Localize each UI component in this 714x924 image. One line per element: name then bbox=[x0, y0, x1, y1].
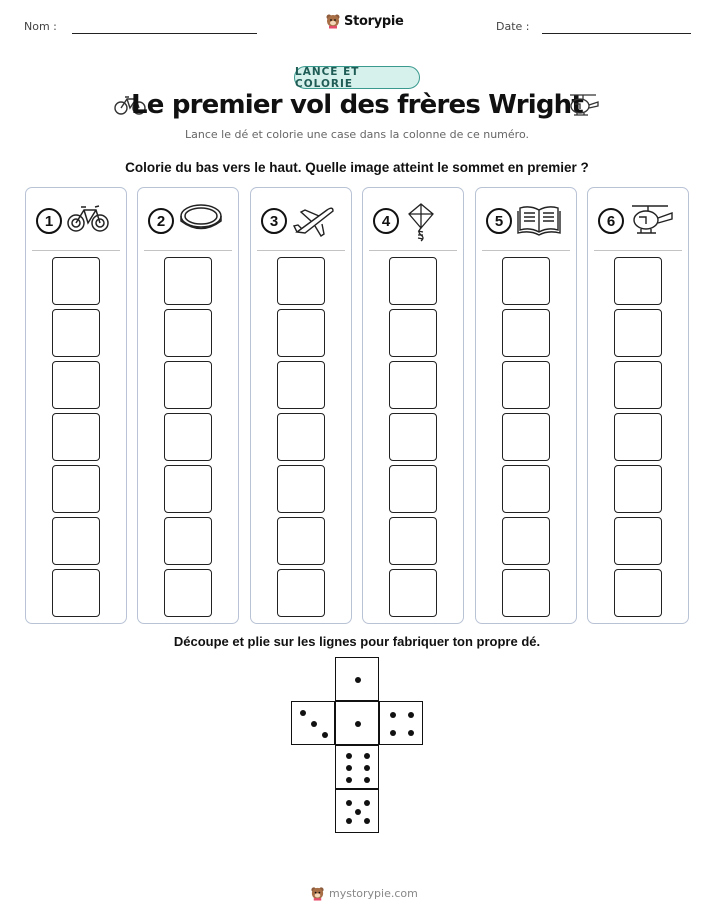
die-pip bbox=[311, 721, 317, 727]
brand-logo bbox=[325, 13, 404, 29]
color-cell[interactable] bbox=[164, 361, 212, 409]
color-cell[interactable] bbox=[614, 361, 662, 409]
column-divider bbox=[594, 250, 682, 251]
dice-column-6 bbox=[587, 187, 689, 624]
column-divider bbox=[257, 250, 345, 251]
die-pip bbox=[355, 809, 361, 815]
color-cell[interactable] bbox=[389, 361, 437, 409]
die-pip bbox=[408, 730, 414, 736]
kite-icon bbox=[403, 202, 439, 247]
bear-mascot-icon bbox=[310, 886, 325, 901]
footer-url[interactable]: mystorypie.com bbox=[329, 887, 418, 900]
color-cell[interactable] bbox=[277, 517, 325, 565]
column-number: 1 bbox=[36, 208, 62, 234]
bicycle-icon bbox=[66, 202, 110, 239]
color-cell[interactable] bbox=[389, 309, 437, 357]
color-cell[interactable] bbox=[502, 413, 550, 461]
color-cell[interactable] bbox=[164, 413, 212, 461]
bear-mascot-icon bbox=[325, 13, 341, 29]
page-subtitle: Lance le dé et colorie une case dans la colonne de ce numéro. bbox=[185, 128, 529, 141]
die-pip bbox=[364, 753, 370, 759]
die-pip bbox=[355, 677, 361, 683]
color-cell[interactable] bbox=[164, 569, 212, 617]
die-face-4 bbox=[379, 701, 423, 745]
column-divider bbox=[482, 250, 570, 251]
die-face-1 bbox=[335, 657, 379, 701]
die-pip bbox=[346, 818, 352, 824]
column-header bbox=[148, 202, 230, 242]
color-cell[interactable] bbox=[164, 257, 212, 305]
die-pip bbox=[322, 732, 328, 738]
dice-column-2 bbox=[137, 187, 239, 624]
color-cell[interactable] bbox=[277, 361, 325, 409]
color-cell[interactable] bbox=[164, 517, 212, 565]
color-cell[interactable] bbox=[389, 413, 437, 461]
die-pip bbox=[364, 818, 370, 824]
color-cell[interactable] bbox=[614, 257, 662, 305]
die-pip bbox=[364, 800, 370, 806]
column-number: 6 bbox=[598, 208, 624, 234]
airplane-icon bbox=[291, 202, 337, 243]
die-face-3 bbox=[291, 701, 335, 745]
dice-column-5 bbox=[475, 187, 577, 624]
die-pip bbox=[346, 777, 352, 783]
die-pip bbox=[390, 730, 396, 736]
column-number: 3 bbox=[261, 208, 287, 234]
color-cell[interactable] bbox=[614, 309, 662, 357]
dice-column-4 bbox=[362, 187, 464, 624]
color-cell[interactable] bbox=[614, 413, 662, 461]
color-cell[interactable] bbox=[614, 517, 662, 565]
color-cell[interactable] bbox=[52, 309, 100, 357]
color-cell[interactable] bbox=[277, 413, 325, 461]
color-cell[interactable] bbox=[502, 257, 550, 305]
die-pip bbox=[408, 712, 414, 718]
color-cell[interactable] bbox=[52, 361, 100, 409]
color-cell[interactable] bbox=[52, 257, 100, 305]
color-cell[interactable] bbox=[277, 569, 325, 617]
dice-column-3 bbox=[250, 187, 352, 624]
helicopter-icon bbox=[566, 92, 600, 120]
color-cell[interactable] bbox=[277, 257, 325, 305]
color-cell[interactable] bbox=[52, 569, 100, 617]
die-pip bbox=[390, 712, 396, 718]
column-header bbox=[373, 202, 455, 242]
column-header bbox=[486, 202, 568, 242]
column-number: 2 bbox=[148, 208, 174, 234]
color-cell[interactable] bbox=[52, 413, 100, 461]
color-cell[interactable] bbox=[389, 517, 437, 565]
book-icon bbox=[516, 202, 562, 241]
color-cell[interactable] bbox=[52, 465, 100, 513]
color-cell[interactable] bbox=[502, 309, 550, 357]
die-pip bbox=[346, 800, 352, 806]
coin-icon bbox=[178, 202, 224, 239]
die-pip bbox=[364, 765, 370, 771]
dice-column-1 bbox=[25, 187, 127, 624]
column-divider bbox=[32, 250, 120, 251]
color-cell[interactable] bbox=[389, 465, 437, 513]
color-cell[interactable] bbox=[502, 361, 550, 409]
die-instruction: Découpe et plie sur les lignes pour fabriquer ton propre dé. bbox=[173, 634, 541, 649]
brand-name: Storypie bbox=[344, 13, 404, 29]
date-label: Date : bbox=[496, 20, 530, 33]
coloring-instruction: Colorie du bas vers le haut. Quelle image atteint le sommet en premier ? bbox=[125, 160, 589, 175]
die-face-1 bbox=[335, 701, 379, 745]
name-label: Nom : bbox=[24, 20, 57, 33]
date-field[interactable] bbox=[542, 33, 691, 34]
color-cell[interactable] bbox=[389, 257, 437, 305]
die-pip bbox=[300, 710, 306, 716]
color-cell[interactable] bbox=[614, 569, 662, 617]
column-number: 4 bbox=[373, 208, 399, 234]
name-field[interactable] bbox=[72, 33, 257, 34]
page-title: Le premier vol des frères Wright bbox=[130, 90, 584, 120]
column-header bbox=[261, 202, 343, 242]
color-cell[interactable] bbox=[277, 309, 325, 357]
die-pip bbox=[346, 753, 352, 759]
activity-badge: LANCE ET COLORIE bbox=[294, 66, 420, 89]
color-cell[interactable] bbox=[614, 465, 662, 513]
die-pip bbox=[355, 721, 361, 727]
column-header bbox=[598, 202, 680, 242]
color-cell[interactable] bbox=[277, 465, 325, 513]
helicopter-icon bbox=[628, 202, 674, 245]
die-pip bbox=[364, 777, 370, 783]
color-cell[interactable] bbox=[389, 569, 437, 617]
color-cell[interactable] bbox=[164, 465, 212, 513]
die-face-5 bbox=[335, 789, 379, 833]
die-pip bbox=[346, 765, 352, 771]
column-divider bbox=[144, 250, 232, 251]
column-number: 5 bbox=[486, 208, 512, 234]
footer bbox=[310, 886, 418, 901]
die-face-6 bbox=[335, 745, 379, 789]
column-header bbox=[36, 202, 118, 242]
color-cell[interactable] bbox=[52, 517, 100, 565]
color-cell[interactable] bbox=[502, 517, 550, 565]
column-divider bbox=[369, 250, 457, 251]
color-cell[interactable] bbox=[502, 465, 550, 513]
color-cell[interactable] bbox=[502, 569, 550, 617]
color-cell[interactable] bbox=[164, 309, 212, 357]
